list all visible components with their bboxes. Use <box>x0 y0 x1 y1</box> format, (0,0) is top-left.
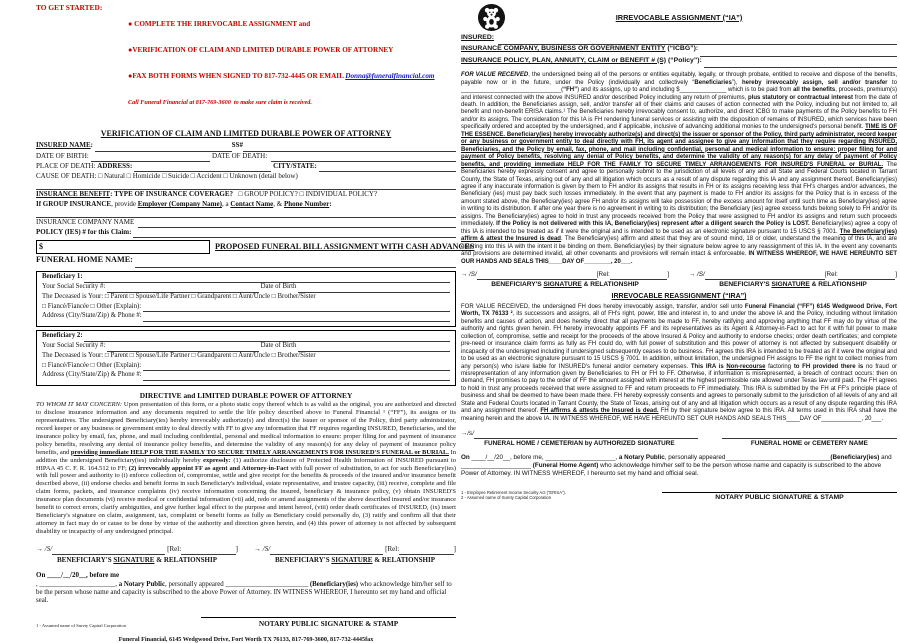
text-segment: ) and its assigns, up to and including $______________ which is to be paid from <box>577 87 794 94</box>
text-segment: INSURED: <box>461 34 495 41</box>
text-segment: → <box>689 270 698 278</box>
text-segment: ] <box>667 270 669 278</box>
signature-line <box>36 545 238 555</box>
beneficiary-name-line <box>42 332 450 342</box>
assignment-amount-row <box>36 239 475 254</box>
blank-line <box>477 277 597 280</box>
text-segment: ● COMPLETE THE IRREVOCABLE ASSIGNMENT and <box>128 19 311 28</box>
text-segment: SIGNATURE <box>543 280 582 288</box>
text-segment: (“ICBG”): <box>665 45 701 53</box>
text-segment: ] <box>895 270 897 278</box>
notary-signature-block <box>662 492 897 501</box>
text-segment: Address (City/State/Zip) & Phone #: <box>42 312 144 320</box>
text-segment: providing immediate HELP FOR THE FAMILY TO SECURE TIMELY ARRANGEMENTS FOR INSURED'S FUNERAL or BURIAL. <box>70 448 449 456</box>
insurance-benefit-row <box>36 190 456 200</box>
assignment-header <box>461 2 897 34</box>
signature-line <box>689 271 897 280</box>
text-segment: ____/__/20__, before me, ____________________, <box>471 454 619 462</box>
funeral-home-signature-block <box>461 430 698 447</box>
text-segment: The Beneficiary(ies) affirm & attest the Insured is dead <box>461 228 898 243</box>
beneficiary-1-box <box>36 271 456 327</box>
text-segment: hereby irrevocably assign, sell and/or transfer <box>741 79 888 86</box>
text-segment: Beneficiary 2: <box>42 332 85 340</box>
text-segment: If GROUP INSURANCE <box>36 200 112 209</box>
text-segment: (Beneficiary(ies) <box>830 454 880 462</box>
text-segment: INSURANCE COMPANY NAME <box>36 217 138 226</box>
blank-line <box>298 349 450 352</box>
text-segment: ] <box>453 544 456 553</box>
text-segment: , personally appeared <box>664 454 726 462</box>
text-segment: /s/ <box>467 430 474 438</box>
text-segment: (“Policy”): <box>666 56 704 64</box>
text-segment: POLICY (IES) # for this Claim: <box>36 227 134 236</box>
blank-line <box>722 436 897 439</box>
text-segment: BENEFICIARY'S <box>719 280 772 288</box>
text-segment: → <box>254 544 263 553</box>
directive-title: DIRECTIVE and LIMITED DURABLE POWER OF ATTORNEY <box>139 391 353 401</box>
text-segment: FOR VALUE RECEIVED <box>461 72 529 79</box>
blank-line <box>700 54 897 57</box>
funeral-home-signature-row <box>461 430 897 447</box>
text-segment: Your Social Security #: <box>42 342 108 350</box>
text-segment: → <box>461 270 470 278</box>
dob-dod-row <box>36 152 456 162</box>
text-segment: to FH provided there is <box>793 363 864 370</box>
text-segment: [Rel: <box>824 270 838 278</box>
place-of-death-row <box>36 162 456 172</box>
text-segment: PLACE OF DEATH: <box>36 161 98 170</box>
text-segment: a Notary Public <box>618 454 665 462</box>
text-segment: □ Fiancé/Fiancée □ Other (Explain): <box>42 361 143 369</box>
text-segment: , personally appeared ________________________ <box>165 580 310 588</box>
text-segment: , provide <box>111 200 138 209</box>
funeral-home-signature-label: FUNERAL HOME / CEMETERIAN by AUTHORIZED SIGNATURE <box>484 440 675 448</box>
notary-section <box>36 571 456 606</box>
text-segment: . The Beneficiary(ies) affirm and attest that they are of sound mind, 18 or older, understand the meaning of this IA, and are entering into this IA with the intent it be binding on them. Beneficiary(ies) by their signature below agree to any reassignment of this IA. In the event any covenants and provisions are determined invalid, all other covenants and provisions will remain intact & enforceable. <box>461 236 897 258</box>
blank-line <box>474 436 698 439</box>
text-segment: SIGNATURE <box>771 280 810 288</box>
blank-line <box>138 225 456 228</box>
text-segment: factoring <box>765 363 794 370</box>
text-segment: INSURED NAME <box>36 141 91 150</box>
signature-line <box>461 430 698 439</box>
text-segment: “FH” <box>563 87 578 94</box>
text-segment: expressly: <box>203 456 231 464</box>
text-segment: TO WHOM IT MAY CONCERN: <box>36 401 123 409</box>
text-segment: Beneficiary(ies) agree a copy of this IA is intended to be treated as if it were the original and is intended to be used as an electronic signature pursuant to 15 USCS § 7001. <box>461 221 898 235</box>
ssn-dob-line <box>42 342 450 352</box>
text-segment: ●VERIFICATION OF CLAIM AND LIMITED DURABLE POWER OF ATTORNEY <box>128 45 394 54</box>
blank-line <box>704 65 897 68</box>
text-segment: /S/ <box>697 270 705 278</box>
signature-label <box>36 556 238 564</box>
blank-line <box>143 309 450 312</box>
text-segment: □ Fiancé/Fiancée □ Other (Explain): <box>42 302 143 310</box>
funeral-home-name-block <box>722 430 897 447</box>
text-segment: , & <box>273 200 284 209</box>
insurance-company-row <box>36 218 456 228</box>
text-segment: Date of Birth <box>258 283 299 291</box>
beneficiary-name-line <box>42 273 450 283</box>
text-segment: Date of Birth <box>258 342 299 350</box>
blank-line <box>143 319 450 322</box>
text-segment: The Deceased is Your: □ Parent □ Spouse/Life Partner □ Grandparent □ Aunt/Uncle □ Brother/Sister <box>42 292 316 300</box>
text-segment: BENEFICIARY'S <box>57 555 114 564</box>
left-bottom-row <box>36 617 456 628</box>
assignment-amount-title: PROPOSED FUNERAL BILL ASSIGNMENT WITH CASH ADVANCES <box>215 242 475 252</box>
blank-line <box>298 290 450 293</box>
text-segment: Beneficiary 1: <box>42 273 85 281</box>
text-segment: & RELATIONSHIP <box>372 555 435 564</box>
text-segment: who acknowledge him/her self to be the person whose name and capacity is subscribed to the above Power of Attorney. IN WITNESS WHEREOF, I hereunto set my hand and official seal. <box>36 580 454 605</box>
blank-line <box>143 378 450 381</box>
get-started-bullets <box>128 2 456 125</box>
text-segment: & RELATIONSHIP <box>809 280 867 288</box>
beneficiary-2-box <box>36 330 456 386</box>
text-segment: ] <box>235 544 238 553</box>
blank-line <box>181 552 235 555</box>
text-segment: FH by their signature below agree to this IRA. All terms used in this IRA shall have the meaning herein and the above IA. IN WITNESS WHEREOF, WE HAVE HEREUNTO SET OUR HANDS AND SEALS THIS____DAY OF____________, 20___. <box>461 408 897 422</box>
notary-paragraph <box>36 581 456 606</box>
text-segment: This IRA is <box>690 363 727 370</box>
notary-signature-label: NOTARY PUBLIC SIGNATURE & STAMP <box>715 493 844 501</box>
detail-blank-line <box>36 183 456 190</box>
text-segment: ______________________________ <box>725 454 831 462</box>
group-insurance-row <box>36 200 456 210</box>
text-segment: If the Policy is not delivered with this IA, Beneficiary(ies) represent after a diligent search the Policy is LOST. <box>496 221 810 228</box>
text-segment: & RELATIONSHIP <box>154 555 217 564</box>
text-segment: /S/ <box>469 270 477 278</box>
text-segment: SS# <box>231 141 243 150</box>
get-started-header <box>36 2 456 125</box>
text-segment: DATE OF BIRTH: <box>36 151 91 160</box>
verification-form-column <box>36 2 475 643</box>
text-segment: BENEFICIARY'S <box>491 280 544 288</box>
text-segment[interactable]: Donna@funeralfinancial.com <box>345 72 435 81</box>
text-segment: INSURANCE BENEFIT <box>36 189 111 198</box>
instruction-bullet <box>128 20 456 29</box>
text-segment: FUNERAL HOME NAME: <box>36 255 135 265</box>
text-segment: (2) irrevocably appoint FF as agent and Attorney-in-Fact <box>128 464 289 472</box>
text-segment: , ______________________, <box>36 580 119 588</box>
blank-line <box>143 368 450 371</box>
footnotes <box>461 490 566 501</box>
text-segment: FOR VALUE RECEIVED, the undersigned FH does hereby irrevocably assign, transfer, and/or sell unto <box>461 303 745 310</box>
signature-label <box>689 281 897 288</box>
text-segment: Your Social Security #: <box>42 283 108 291</box>
relationship-other-line <box>42 362 450 372</box>
text-segment: → <box>36 544 45 553</box>
ira-paragraph <box>461 304 897 423</box>
footnote: 1 - Assumed name of Surety Capital Corporation <box>36 622 126 628</box>
text-segment: , proceeds, premium(s) and interest connected with the above INSURED and/or described Policy including any return of premiums, <box>461 87 897 101</box>
signature-line <box>254 545 456 555</box>
text-segment: CITY/STATE: <box>271 161 319 170</box>
text-segment: with full power of substitution, to act for such Beneficiary(ies) with full power and authority to (i) enforce collection of, compromise, settle and give receipt for the benefits & proceeds of the insured and/or insurance benefit described above, (ii) endorse checks and benefit forms in such Beneficiary's individual, estate representative, and trustee capacity, (iii) receive, complete and file claim forms, packets, and insurance complaints (iv) receive information concerning the insured, beneficiary & insurance policy, (v) obtain INSURED'S insurance plan documents (vi) receive medical or confidential information (vii) add, redo or amend assignments of the above described insured and/or insurance benefit to correct errors, clarify ambiguities, and give further legal effect to the purpose and intent hereof, (viii) order death certificates of INSURED, (ix) insert Beneficiary's signature on claim, assignment, tax, complaint or benefit forms as fully as Beneficiary could personally do, (3) ratify and confirm all that their attorney in fact may do or cause to be done by virtue of the authority and direction given herein, and (4) this power of attorney is not affected by subsequent disability or incapacity of any undersigned principal. <box>36 464 456 535</box>
text-segment: Employer (Company Name) <box>137 200 222 209</box>
text-segment: In addition the undersigned Beneficiary(ies) individually hereby <box>36 448 457 464</box>
relationship-line <box>42 352 450 362</box>
blank-line <box>243 149 456 152</box>
blank-line <box>133 235 456 238</box>
text-segment: no fraud or misrepresentation of any information given by Beneficiaries to FH or FH to FF. Otherwise, if information is misrepresented, a breach of contract occurs: then on demand, FH promises to pay to the order of FF the amount assigned with interest at the highest permissible rate allowed under Texas law until paid. The FH agrees to hold in trust any proceeds received that were assigned to FF and return proceeds to FF immediately. This IRA is submitted by the FH at FF's principle place of business and shall be deemed to have been made there. FH hereby expressly consents and agrees to personally submit to the jurisdiction of all levels of any and all State and Federal Courts located in Tarrant County, the State of Texas, arising out of any and all litigation which occurs as a result of any dispute regarding this IRA and any assignment thereof. <box>461 363 898 415</box>
text-segment: : <box>90 141 95 150</box>
blank-line <box>52 552 165 555</box>
text-segment: Address (City/State/Zip) & Phone #: <box>42 371 144 379</box>
cause-of-death-row <box>36 172 456 182</box>
text-segment: , its successors and assigns, all of FH's right, power, title and interest in, to and under the above IA and the Policy, including without limitation benefits and causes of action, and does hereby direct that all payments be made to FF, hereby ratifying and approving anything that FF may do by virtue of the authority and rights given herein. FH hereby irrevocably appoints FF and its representatives as its Agent & Attorney-in-Fact to act for it with full power to make collection of, compromise, settle and receipt for the proceeds of the above Insured & Policy and authority to endorse checks; order death certificates; and complete pre-need or insurance claim forms as fully as FH could do, with full power of substitution and this power of attorney is not affected by subsequent disability or incapacity of the undersigned including if undersigned subsequently ceases to do business. FH agrees this IRA is intended to be treated as if it were the original and to be used as an electronic signature pursuant to 15 USCS § 7001. In addition, without limitation, the undersigned FH assigns to FF the right to collect monies from any person(s) who is/are liable for INSURED's funeral and/or cemetery expenses. <box>461 311 897 370</box>
relationship-other-line <box>42 303 450 313</box>
directive-paragraph <box>36 401 456 535</box>
text-segment: IN WITNESS WHEREOF, WE HAVE HEREUNTO SET OUR HANDS AND SEALS THIS____DAY OF________, 20___. <box>461 251 898 265</box>
notary-paragraph <box>461 454 897 477</box>
text-segment: [Rel: <box>383 544 400 553</box>
text-segment: : <box>329 200 332 209</box>
currency-symbol: $ <box>39 242 43 252</box>
ssn-dob-line <box>42 283 450 293</box>
company-footer: Funeral Financial, 6145 Wedgwood Drive, Fort Worth TX 76133, 817-769-3600, 817-732-4445fax <box>118 635 374 643</box>
notary-signature-line <box>201 617 456 618</box>
footnote: 1 - Employee Retirement Income Security Act (“ERISA”). <box>461 489 566 495</box>
text-segment: Funeral Financial (“FF”) 6145 Wedgwood Drive, Fort Worth, TX 76133 ² <box>461 303 898 318</box>
address-phone-line <box>42 312 450 322</box>
text-segment: [Rel: <box>596 270 610 278</box>
text-segment: plus statutory or contractual interest <box>747 94 853 101</box>
text-segment: (1) authorize disclosure of Protected Health Information of INSURED pursuant to HIPAA 45 C. F. R. 164.512 to FF; <box>36 456 456 472</box>
text-segment: (Beneficiary(ies) <box>309 580 359 588</box>
text-segment: SIGNATURE <box>331 555 373 564</box>
text-segment: who acknowledge him/her self to be the person whose name and capacity is subscribed to the above Power of Attorney. IN WITNESS WHEREOF, I hereunto set my hand and official seal. <box>461 462 883 477</box>
relationship-line <box>42 293 450 303</box>
text-segment: Phone Number <box>284 200 330 209</box>
blank-line <box>319 169 456 172</box>
blank-line <box>610 277 668 280</box>
teddy-bear-seal-icon <box>477 3 506 37</box>
text-segment: /S/ <box>44 544 53 553</box>
funeral-home-name-label: FUNERAL HOME or CEMETERY NAME <box>750 440 868 448</box>
irrevocable-assignment-column <box>461 2 897 501</box>
text-segment: Non-recourse <box>726 363 766 370</box>
irrevocable-assignment-title: IRREVOCABLE ASSIGNMENT (“IA”) <box>615 13 743 22</box>
ia-signature-row <box>461 271 897 288</box>
text-segment: The Deceased is Your: □ Parent □ Spouse/Life Partner □ Grandparent □ Aunt/Uncle □ Brother/Sister <box>42 351 316 359</box>
notary-signature-block <box>201 617 456 628</box>
text-segment: Beneficiaries <box>694 79 732 86</box>
text-segment: and ____________________ <box>461 454 894 469</box>
beneficiary-signature-block-2 <box>689 271 897 288</box>
text-segment: □ GROUP POLICY? □ INDIVIDUAL POLICY? <box>233 189 378 198</box>
text-segment: all the benefits <box>793 87 836 94</box>
text-segment: INSURANCE COMPANY, BUSINESS OR GOVERNMENT ENTITY <box>461 45 666 53</box>
signature-label <box>254 556 456 564</box>
notary-signature-line <box>662 492 897 493</box>
text-segment: TIME IS OF THE ESSENCE. Beneficiary(ies) hereby irrevocably authorize(s) and direct(s) the issuer or sponsor of the Policy, third party administrator, record keeper or any business or government entity to deal directly with FH, its agent and assignee to give any information that they require regarding INSURED, Beneficiaries, and the Policy by email, fax, phone, and mail including confidential, personal and medical information to ensure: proper filing for and payment of Policy benefits, resolving any denial of Policy benefits, and determine the validity of any reason(s) for any delay of payment of Policy benefits, and providing immediate HELP FOR THE FAMILY TO SECURE TIMELY ARRANGEMENTS FOR INSURED'S FUNERAL or BURIAL. <box>461 124 897 168</box>
insured-name-row <box>36 141 456 151</box>
verification-form-title: VERIFICATION OF CLAIM AND LIMITED DURABLE POWER OF ATTORNEY <box>100 129 392 139</box>
notary-signature-label: NOTARY PUBLIC SIGNATURE & STAMP <box>258 618 399 628</box>
text-segment: , the undersigned being all of the persons or entities equitably, legally, or through probate, entitled to receive and dispose of the benefits, payable now or in the future, under the Policy (individually and collectively “ <box>461 72 897 86</box>
text-segment: (Funeral Home Agent) <box>532 462 599 469</box>
icbg-field <box>461 45 897 56</box>
call-instruction: Call Funeral Financial at 817-769-3600 to make sure claim is received. <box>128 98 312 106</box>
group-info-blank-line <box>36 211 456 218</box>
text-segment: On <box>36 570 48 579</box>
notary-date-line <box>36 571 456 579</box>
text-segment: to ______________________________( <box>461 79 898 94</box>
instruction-bullet <box>128 46 456 55</box>
beneficiary-signature-block-1 <box>461 271 669 288</box>
get-started-label: TO GET STARTED: <box>36 3 103 12</box>
beneficiary-signature-block-2 <box>254 545 456 564</box>
amount-box <box>36 240 210 254</box>
text-segment: ADDRESS: <box>97 161 135 170</box>
blank-line <box>838 277 896 280</box>
name-line <box>722 430 897 439</box>
instruction-bullet-with-email-link[interactable] <box>128 72 456 81</box>
text-segment: FH affirms & attests the Insured is dead. <box>540 408 659 415</box>
text-segment: ”), <box>731 79 742 86</box>
signature-line <box>461 271 669 280</box>
text-segment: from the date of death. In addition, the Beneficiaries assign, sell, and/or transfer all of their claims and causes of action connected with the Policy, including but not limited to, all benefit and non-benefit ERISA claims.¹ The Beneficiaries hereby irrevocably consent to, authorize, and direct ICBG to make payments of the Policy benefits to FH and/or its assigns. The consideration for this IA is FH rendering funeral services or assisting with the disposition of remains of INSURED, which services have been specifically ordered and accepted by the undersigned, and if applicable, inclusive of advancing additional monies to the undersigned's personal benefit. <box>461 94 897 131</box>
text-segment: CAUSE OF DEATH: □ Natural □ Homicide □ Suicide □ Accident □ Unknown (detail below) <box>36 172 298 181</box>
beneficiary-signature-row <box>36 545 456 564</box>
blank-line <box>135 265 456 268</box>
blank-line <box>270 552 383 555</box>
text-segment: a Notary Public <box>118 580 166 588</box>
ia-paragraph <box>461 72 897 266</box>
funeral-home-name-row <box>36 255 456 268</box>
text-segment: BENEFICIARY'S <box>275 555 332 564</box>
text-segment: ____/__/20__, before me <box>47 570 120 579</box>
footnote: 2 - Assumed name of Surety Capital Corporation <box>461 495 552 501</box>
text-segment: INSURANCE POLICY, PLAN, ANNUITY, CLAIM or BENEFIT # (S) <box>461 56 667 64</box>
address-phone-line <box>42 371 450 381</box>
insured-field <box>461 34 897 45</box>
text-segment: /S/ <box>262 544 271 553</box>
text-segment: DATE OF DEATH: <box>210 151 271 160</box>
right-bottom-row <box>461 490 897 501</box>
text-segment: On <box>461 454 472 462</box>
text-segment: Contact Name <box>230 200 274 209</box>
text-segment: The Beneficiaries hereby expressly consent and agree to personally submit to the jurisdiction of all levels of any and all State and Federal Courts located in Tarrant County, the State of Texas, arising out of any and all litigation which occurs as a result of any dispute regarding this IA and any assignment thereof. Beneficiary(ies) agree if any inaccurate information is given by them to FH and/or its assigns that results in FH or its assigns receiving less that FH's charges and/or advances, the Beneficiary (ies) must pay back such losses immediately. In the event that any payment is made to FH and/or its assigns for the Policy that is in excess of the amount stated above, the Beneficiary(ies) agree FH and/or its assigns will take possession of the excess amount for itself until such time as Beneficiary(ies) agree in writing to its distribution. If after one year there is no agreement in writing to its distribution; the Beneficiary (ies) agree excess funds belong solely to FH and/or its assigns. The Beneficiary(ies) agree to hold in trust any proceeds received from the Policy that were assigned to FH and/or its assigns and return such proceeds immediately. <box>461 161 897 228</box>
text-segment: ●FAX BOTH FORMS WHEN SIGNED TO 817-732-4445 OR EMAIL <box>128 72 346 81</box>
signature-label <box>461 281 669 288</box>
irrevocable-reassignment-title: IRREVOCABLE REASSIGNMENT (“IRA”) <box>611 292 747 300</box>
text-segment: Upon presentation of this form, or a photo static copy thereof which is as valid as the original, you are authorized and directed to disclose insurance information and any documents required to settle the life policy described above to Funeral Financial ¹ (“FF”), its assigns or its representatives. The undersigned Beneficiary(ies) hereby irrevocably authorize(s) and direct(s) the issuer or sponsor of the Policy, third party administrator, record keeper or any business or government entity to deal directly with FF to give any information that FF requires regarding INSURED, Beneficiaries, and the insurance policy by email, fax, phone, and mail including confidential, personal and medical information to ensure: proper filing for and payment of insurance policy benefits, resolving any denial of insurance policy benefits, and determine the validity of any reason(s) for any delay of payment of insurance policy benefits, and <box>36 401 456 456</box>
policy-field <box>461 57 897 68</box>
text-segment: → <box>461 430 468 438</box>
blank-line <box>705 277 825 280</box>
text-segment: SIGNATURE <box>113 555 155 564</box>
text-segment: , a <box>221 200 231 209</box>
policy-number-row <box>36 228 456 238</box>
blank-line <box>399 552 453 555</box>
text-segment: & RELATIONSHIP <box>581 280 639 288</box>
text-segment: [Rel: <box>165 544 182 553</box>
text-segment: : TYPE OF INSURANCE COVERAGE? <box>110 189 234 198</box>
beneficiary-signature-block-1 <box>36 545 238 564</box>
